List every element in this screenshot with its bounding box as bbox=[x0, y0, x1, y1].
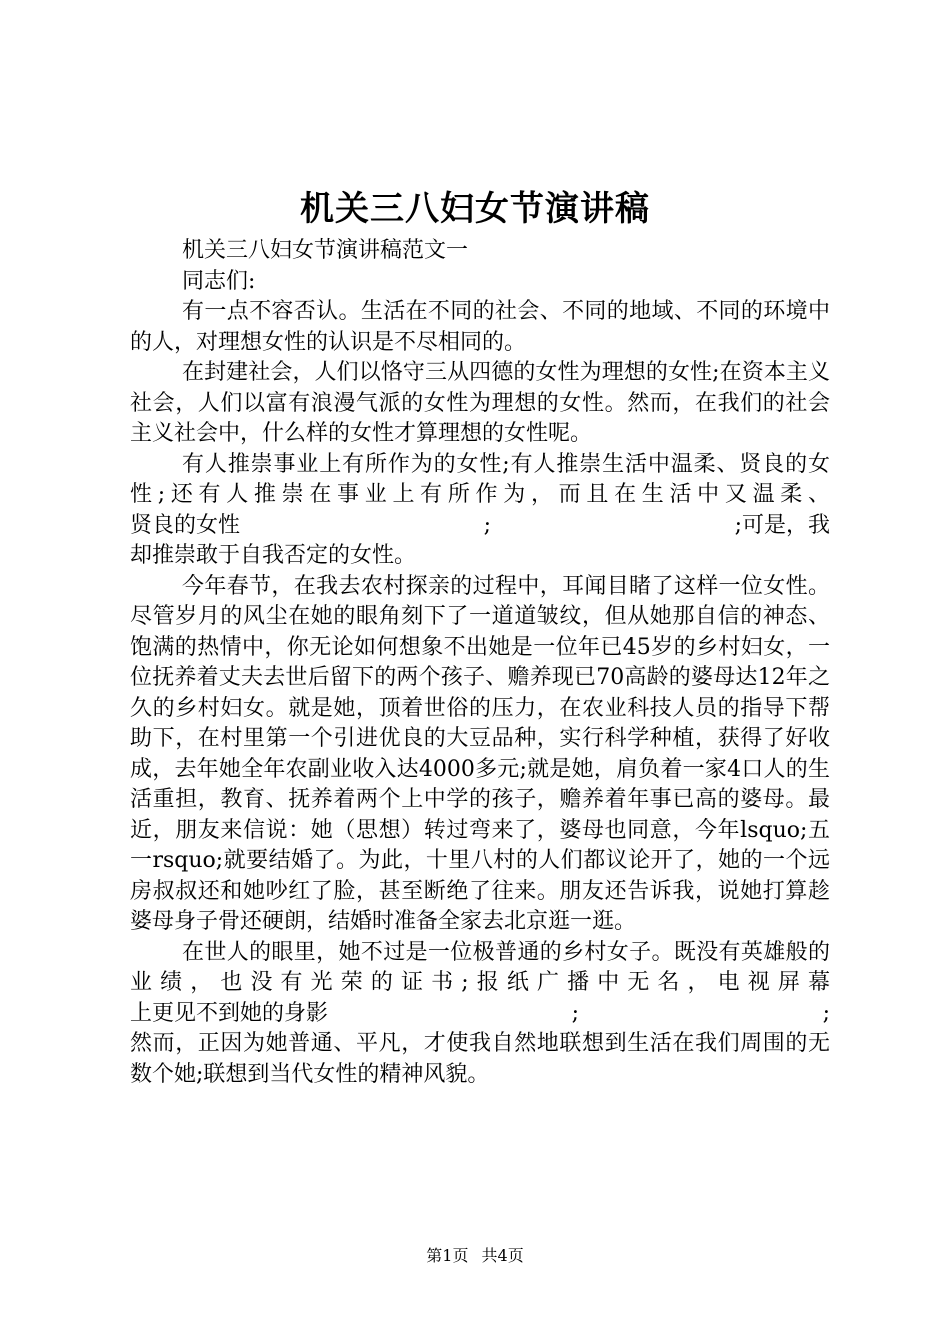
spread-segment: ; bbox=[483, 512, 491, 538]
paragraph-1: 有一点不容否认。生活在不同的社会、不同的地域、不同的环境中的人，对理想女性的认识是不尽相同的。 bbox=[130, 299, 830, 355]
spread-segment: ; bbox=[822, 1000, 830, 1026]
spread-segment: 贤良的女性 bbox=[130, 512, 241, 538]
paragraph-5-text: 在世人的眼里，她不过是一位极普通的乡村女子。既没有英雄般的业绩，也没有光荣的证书;报纸广播中无名，电视屏幕 bbox=[130, 939, 830, 995]
paragraph-3-spread-line bbox=[130, 511, 830, 542]
salutation: 同志们: bbox=[182, 268, 256, 294]
paragraph-3-end: 却推崇敢于自我否定的女性。 bbox=[130, 543, 417, 568]
paragraph-3 bbox=[130, 450, 830, 572]
paragraph-5 bbox=[130, 938, 830, 1091]
paragraph-4: 今年春节，在我去农村探亲的过程中，耳闻目睹了这样一位女性。尽管岁月的风尘在她的眼角刻下了一道道皱纹，但从她那自信的神态、饱满的热情中，你无论如何想象不出她是一位年已45岁的乡村妇女，一位抚养着丈夫去世后留下的两个孩子、赡养现已70高龄的婆母达12年之久的乡村妇女。就是她，顶着世俗的压力，在农业科技人员的指导下帮助下，在村里第一个引进优良的大豆品种，实行科学种植，获得了好收成，去年她全年农副业收入达4000多元;就是她，肩负着一家4口人的生活重担，教育、抚养着两个上中学的孩子，赡养着年事已高的婆母。最近，朋友来信说：她（思想）转过弯来了，婆母也同意，今年lsquo;五一rsquo;就要结婚了。为此，十里八村的人们都议论开了，她的一个远房叔叔还和她吵红了脸，甚至断绝了往来。朋友还告诉我，说她打算趁婆母身子骨还硬朗，结婚时准备全家去北京逛一逛。 bbox=[130, 573, 830, 934]
paragraph-5-end: 然而，正因为她普通、平凡，才使我自然地联想到生活在我们周围的无数个她;联想到当代女性的精神风貌。 bbox=[130, 1031, 830, 1087]
paragraph-2: 在封建社会，人们以恪守三从四德的女性为理想的女性;在资本主义社会，人们以富有浪漫气派的女性为理想的女性。然而，在我们的社会主义社会中，什么样的女性才算理想的女性呢。 bbox=[130, 360, 830, 446]
page-total: 共4页 bbox=[481, 1246, 524, 1265]
spread-segment: 上更见不到她的身影 bbox=[130, 1000, 329, 1026]
paragraph-3-text: 有人推崇事业上有所作为的女性;有人推崇生活中温柔、贤良的女性;还有人推崇在事业上有所作为，而且在生活中又温柔、 bbox=[130, 451, 830, 507]
spread-segment: ;可是，我 bbox=[734, 512, 830, 538]
document-body bbox=[130, 236, 830, 1090]
paragraph-5-spread-line bbox=[130, 999, 830, 1030]
page-footer bbox=[0, 1244, 950, 1268]
document-title: 机关三八妇女节演讲稿 bbox=[300, 189, 650, 229]
page-number: 第1页 bbox=[426, 1246, 469, 1265]
subtitle: 机关三八妇女节演讲稿范文一 bbox=[182, 238, 469, 263]
spread-segment: ; bbox=[571, 1000, 579, 1026]
